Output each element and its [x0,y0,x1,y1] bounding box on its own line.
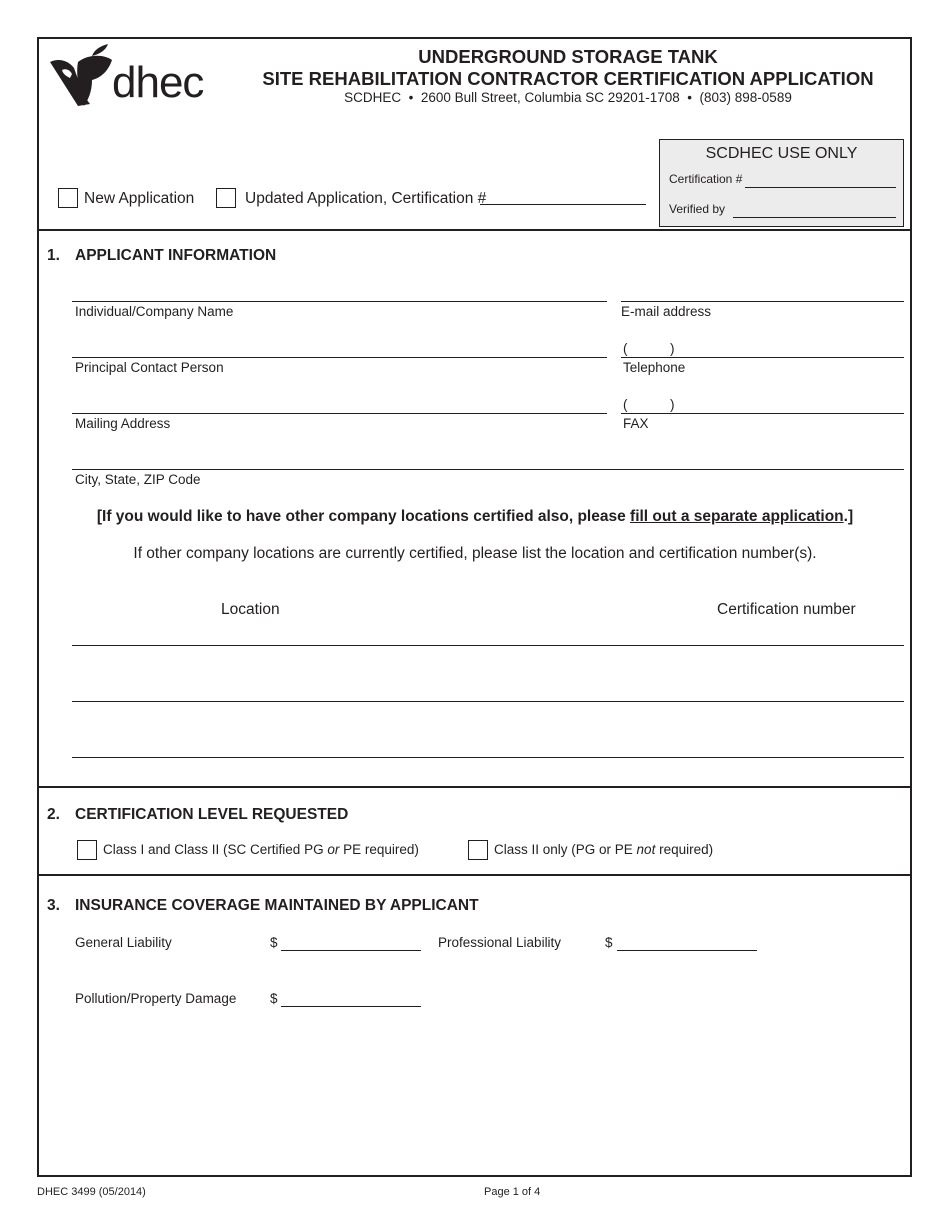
section2-number: 2. [47,806,60,823]
new-application-label: New Application [84,190,195,207]
general-liability-field[interactable] [281,950,421,951]
dhec-logo [48,44,223,110]
city-state-zip-field[interactable] [72,469,904,470]
section2-title: CERTIFICATION LEVEL REQUESTED [75,806,349,823]
section1-title: APPLICANT INFORMATION [75,247,277,264]
class-i-and-ii-checkbox[interactable] [77,840,97,860]
company-name-label: Individual/Company Name [75,304,234,319]
section-divider [37,229,912,231]
email-field[interactable] [621,301,904,302]
general-liability-currency: $ [270,935,278,950]
pollution-damage-currency: $ [270,991,278,1006]
scdhec-use-only-box [659,139,904,227]
class-ii-only-suffix: required) [655,842,714,857]
agency-address: SCDHEC • 2600 Bull Street, Columbia SC 29201-1708 • (803) 898-0589 [344,90,792,105]
certification-number-field[interactable] [480,204,646,205]
use-only-verified-field [733,217,896,218]
class-ii-only-italic: not [636,842,656,857]
company-name-field[interactable] [72,301,607,302]
contact-person-label: Principal Contact Person [75,360,224,375]
mailing-address-field[interactable] [72,413,607,414]
section1-number: 1. [47,247,60,264]
class-ii-only-prefix: Class II only (PG or PE [494,842,637,857]
class-i-and-ii-suffix: PE required) [339,842,419,857]
use-only-verified-label: Verified by [669,202,726,216]
form-title-line1: UNDERGROUND STORAGE TANK [418,46,718,67]
use-only-title: SCDHEC USE ONLY [705,145,858,162]
section-divider [37,874,912,876]
email-label: E-mail address [621,304,712,319]
telephone-paren-close: ) [670,341,675,356]
class-i-and-ii-italic: or [327,842,340,857]
dhec-leaf-icon [48,44,118,110]
professional-liability-field[interactable] [617,950,757,951]
contact-person-field[interactable] [72,357,607,358]
pollution-damage-label: Pollution/Property Damage [75,991,237,1006]
location-column-header: Location [221,601,280,618]
fax-label: FAX [623,416,649,431]
use-only-cert-field [745,187,896,188]
location-row[interactable] [72,757,904,758]
class-i-and-ii-prefix: Class I and Class II (SC Certified PG [103,842,328,857]
fax-paren-open: ( [623,397,628,412]
note-prefix: [If you would like to have other company locations certified also, please [96,508,631,525]
location-row[interactable] [72,701,904,702]
telephone-field[interactable] [621,357,904,358]
general-liability-label: General Liability [75,935,172,950]
section3-title: INSURANCE COVERAGE MAINTAINED BY APPLICANT [75,897,479,914]
mailing-address-label: Mailing Address [75,416,171,431]
pollution-damage-field[interactable] [281,1006,421,1007]
logo-wordmark: dhec [112,58,204,107]
note-suffix: .] [843,508,854,525]
updated-application-checkbox[interactable] [216,188,236,208]
professional-liability-currency: $ [605,935,613,950]
city-state-zip-label: City, State, ZIP Code [75,472,201,487]
telephone-label: Telephone [623,360,686,375]
other-locations-note [40,508,910,526]
new-application-checkbox[interactable] [58,188,78,208]
professional-liability-label: Professional Liability [438,935,562,950]
cert-number-column-header: Certification number [717,601,856,618]
form-title-line2: SITE REHABILITATION CONTRACTOR CERTIFICATION APPLICATION [262,68,874,89]
telephone-paren-open: ( [623,341,628,356]
form-id: DHEC 3499 (05/2014) [37,1186,146,1198]
location-row[interactable] [72,645,904,646]
use-only-cert-label: Certification # [669,172,743,186]
page-number: Page 1 of 4 [484,1186,541,1198]
updated-application-label: Updated Application, Certification # [245,190,487,207]
class-ii-only-label [494,842,713,857]
fax-field[interactable] [621,413,904,414]
fax-paren-close: ) [670,397,675,412]
section-divider [37,786,912,788]
class-ii-only-checkbox[interactable] [468,840,488,860]
separate-application-link[interactable]: fill out a separate application [630,508,844,525]
class-i-and-ii-label [103,842,419,857]
certified-locations-instruction: If other company locations are currently certified, please list the location and certification number(s). [133,545,817,562]
section3-number: 3. [47,897,60,914]
